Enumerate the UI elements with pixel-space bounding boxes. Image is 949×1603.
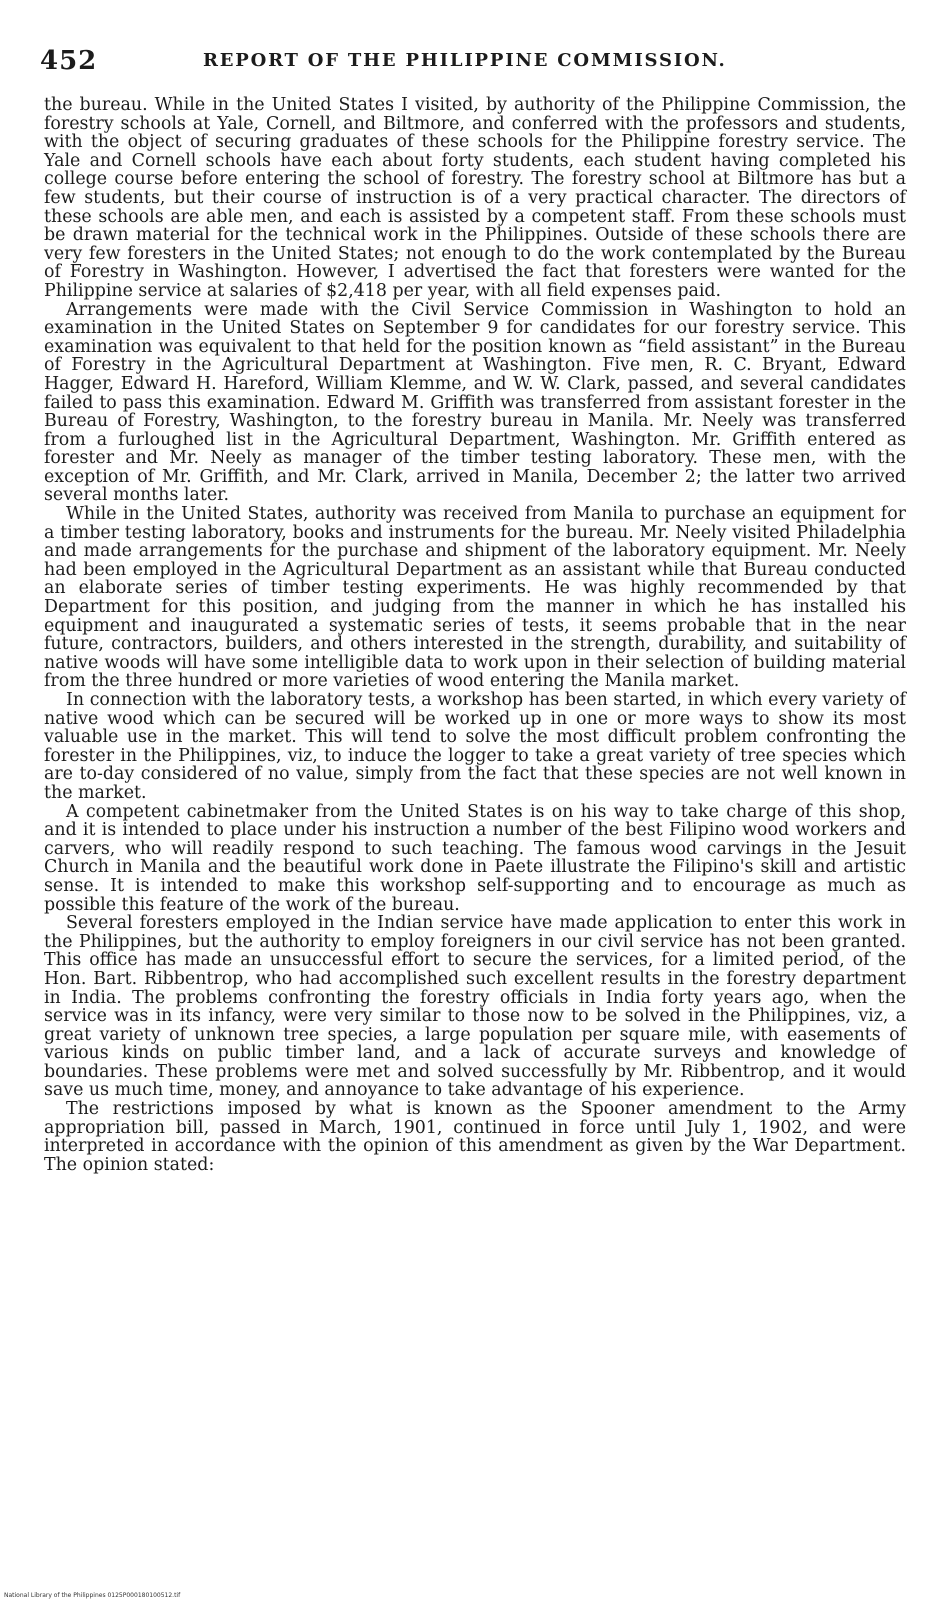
body-text (44, 96, 906, 1174)
paragraph-bureau-visit: the bureau. While in the United States I visited, by authority of the Philippine Commission, the forestry schools at Yale, Cornell, and Biltmore, and conferred with the professors and students, with the object of securing graduates of these schools for the Philippine forestry service. The Yale and Cornell schools have each about forty students, each student having completed his college course before entering the school of forestry. The forestry school at Biltmore has but a few students, but their course of instruction is of a very practical character. The directors of these schools are able men, and each is assisted by a competent staff. From these schools must be drawn material for the technical work in the Philippines. Outside of these schools there are very few foresters in the United States; not enough to do the work contemplated by the Bureau of Forestry in Washington. However, I advertised the fact that foresters were wanted for the Philippine service at salaries of $2,418 per year, with all field expenses paid. (44, 95, 906, 301)
paragraph-indian-service: Several foresters employed in the Indian service have made application to enter this work in the Philippines, but the authority to employ foreigners in our civil service has not been granted. This office has made an unsuccessful effort to secure the services, for a limited period, of the Hon. Bart. Ribbentrop, who had accomplished such excellent results in the forestry department in India. The problems confronting the forestry officials in India forty years ago, when the service was in its infancy, were very similar to those now to be solved in the Philippines, viz, a great variety of unknown tree species, a large population per square mile, with easements of various kinds on public timber land, and a lack of accurate surveys and knowledge of boundaries. These problems were met and solved successfully by Mr. Ribbentrop, and it would save us much time, money, and annoyance to take advantage of his experience. (44, 913, 906, 1101)
scan-credit: National Library of the Philippines 0125P000180100512.tif (4, 1592, 181, 1599)
running-title: REPORT OF THE PHILIPPINE COMMISSION. (203, 50, 727, 71)
paragraph-cabinetmaker: A competent cabinetmaker from the United States is on his way to take charge of this shop, and it is intended to place under his instruction a number of the best Filipino wood workers and carvers, who will readily respond to such teaching. The famous wood carvings in the Jesuit Church in Manila and the beautiful work done in Paete illustrate the Filipino's skill and artistic sense. It is intended to make this workshop self-supporting and to encourage as much as possible this feature of the work of the bureau. (44, 801, 906, 915)
paragraph-timber-laboratory: While in the United States, authority was received from Manila to purchase an equipment for a timber testing laboratory, books and instruments for the bureau. Mr. Neely visited Philadelphia and made arrangements for the purchase and shipment of the laboratory equipment. Mr. Neely had been employed in the Agricultural Department as an assistant while that Bureau conducted an elaborate series of timber testing experiments. He was highly recommended by that Department for this position, and judging from the manner in which he has installed his equipment and inaugurated a systematic series of tests, it seems probable that in the near future, contractors, builders, and others interested in the strength, durability, and suitability of native woods will have some intelligible data to work upon in their selection of building material from the three hundred or more varieties of wood entering the Manila market. (44, 504, 906, 692)
running-head (40, 46, 900, 86)
paragraph-spooner-amendment: The restrictions imposed by what is known as the Spooner amendment to the Army appropriation bill, passed in March, 1901, continued in force until July 1, 1902, and were interpreted in accordance with the opinion of this amendment as given by the War Department. The opinion stated: (44, 1099, 906, 1175)
paragraph-civil-service-exam: Arrangements were made with the Civil Service Commission in Washington to hold an examination in the United States on September 9 for candidates for our forestry service. This examination was equivalent to that held for the position known as “field assistant” in the Bureau of Forestry in the Agricultural Department at Washington. Five men, R. C. Bryant, Edward Hagger, Edward H. Hareford, William Klemme, and W. W. Clark, passed, and several candidates failed to pass this examination. Edward M. Griffith was transferred from assistant forester in the Bureau of Forestry, Washington, to the forestry bureau in Manila. Mr. Neely was transferred from a furloughed list in the Agricultural Department, Washington. Mr. Griffith entered as forester and Mr. Neely as manager of the timber testing laboratory. These men, with the exception of Mr. Griffith, and Mr. Clark, arrived in Manila, December 2; the latter two arrived several months later. (44, 299, 906, 506)
paragraph-workshop: In connection with the laboratory tests, a workshop has been started, in which every variety of native wood which can be secured will be worked up in one or more ways to show its most valuable use in the market. This will tend to solve the most difficult problem confronting the forester in the Philippines, viz, to induce the logger to take a great variety of tree species which are to-day considered of no value, simply from the fact that these species are not well known in the market. (44, 690, 906, 803)
page-number: 452 (40, 46, 98, 76)
